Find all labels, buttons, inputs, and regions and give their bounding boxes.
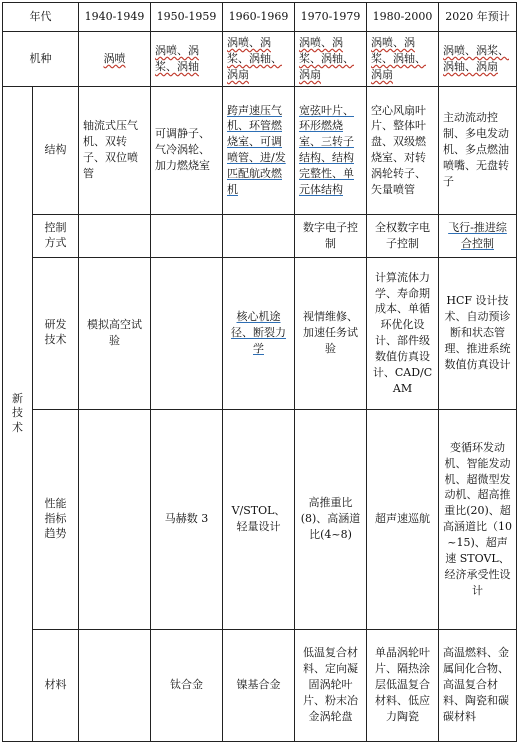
table-cell: 跨声速压气机、环管燃烧室、可调喷管、进/发匹配航改燃机	[223, 86, 295, 214]
table-cell: 高温燃料、金属间化合物、高温复合材料、陶瓷和碳碳材料	[439, 629, 517, 741]
table-cell	[79, 629, 151, 741]
table-cell: 马赫数 3	[151, 409, 223, 629]
period-header: 1980-2000	[367, 3, 439, 32]
table-cell	[151, 257, 223, 409]
period-header: 1960-1969	[223, 3, 295, 32]
table-cell: 低温复合材料、定向凝固涡轮叶片、粉末冶金涡轮盘	[295, 629, 367, 741]
table-cell	[151, 214, 223, 257]
table-cell: 视情维修、加速任务试验	[295, 257, 367, 409]
rnd-row	[3, 257, 517, 409]
table-cell: 计算流体力学、寿命期成本、单循环优化设计、部件级数值仿真设计、CAD/CAM	[367, 257, 439, 409]
engine-type-cell: 涡喷	[79, 32, 151, 87]
table-cell: 核心机途径、断裂力学	[223, 257, 295, 409]
period-header: 1970-1979	[295, 3, 367, 32]
engine-type-cell: 涡喷、涡桨、涡轴	[151, 32, 223, 87]
materials-row	[3, 629, 517, 741]
engine-type-cell: 涡喷、涡桨、涡轴、涡扇	[439, 32, 517, 87]
table-cell: V/STOL、轻量设计	[223, 409, 295, 629]
table-cell: 宽弦叶片、环形燃烧室、三转子结构、结构完整性、单元体结构	[295, 86, 367, 214]
corner-label: 年代	[3, 3, 79, 32]
table-cell	[223, 214, 295, 257]
table-cell	[79, 214, 151, 257]
table-cell: 镍基合金	[223, 629, 295, 741]
table-cell	[79, 409, 151, 629]
period-header: 1950-1959	[151, 3, 223, 32]
aero-engine-tech-table	[2, 2, 517, 742]
table-cell: 单晶涡轮叶片、隔热涂层低温复合材料、低应力陶瓷	[367, 629, 439, 741]
table-cell: HCF 设计技术、自动预诊断和状态管理、推进系统数值仿真设计	[439, 257, 517, 409]
table-cell: 全权数字电子控制	[367, 214, 439, 257]
row-label: 材料	[33, 629, 79, 741]
table-cell: 钛合金	[151, 629, 223, 741]
control-row	[3, 214, 517, 257]
table-cell: 数字电子控制	[295, 214, 367, 257]
table-cell: 飞行-推进综合控制	[439, 214, 517, 257]
new-tech-group-label: 新技术	[3, 86, 33, 741]
row-label: 性能指标趋势	[33, 409, 79, 629]
table-cell: 高推重比(8)、高涵道比(4~8)	[295, 409, 367, 629]
table-cell: 轴流式压气机、双转子、双位喷管	[79, 86, 151, 214]
table-cell: 可调静子、气冷涡轮、加力燃烧室	[151, 86, 223, 214]
engine-type-cell: 涡喷、涡桨、涡轴、涡扇	[367, 32, 439, 87]
header-row	[3, 3, 517, 32]
table-cell: 超声速巡航	[367, 409, 439, 629]
period-header: 2020 年预计	[439, 3, 517, 32]
table-cell: 变循环发动机、智能发动机、超微型发动机、超高推重比(20)、超高涵道比（10~15)、超声速 STOVL、经济承受性设计	[439, 409, 517, 629]
table-cell: 主动流动控制、多电发动机、多点燃油喷嘴、无盘转子	[439, 86, 517, 214]
engine-type-row	[3, 32, 517, 87]
row-label: 研发技术	[33, 257, 79, 409]
engine-type-cell: 涡喷、涡桨、涡轴、涡扇	[223, 32, 295, 87]
row-label: 控制方式	[33, 214, 79, 257]
row-label: 结构	[33, 86, 79, 214]
engine-type-label: 机种	[3, 32, 79, 87]
engine-type-cell: 涡喷、涡桨、涡轴、涡扇	[295, 32, 367, 87]
period-header: 1940-1949	[79, 3, 151, 32]
performance-row	[3, 409, 517, 629]
table-cell: 空心风扇叶片、整体叶盘、双级燃烧室、对转涡轮转子、矢量喷管	[367, 86, 439, 214]
table-cell: 模拟高空试验	[79, 257, 151, 409]
structure-row	[3, 86, 517, 214]
